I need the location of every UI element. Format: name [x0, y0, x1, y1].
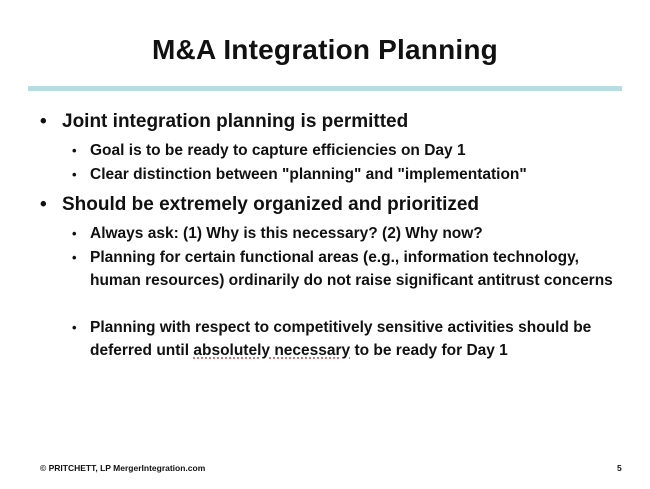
bullet-2-text: Should be extremely organized and prioritized	[62, 194, 480, 215]
page-number: 5	[617, 463, 622, 473]
sub-bullet-2-3-before: Planning with respect to competitively sensitive activities should be deferred until	[90, 319, 592, 359]
sub-bullet-2-3-after: to be ready for Day 1	[350, 342, 508, 359]
title-divider	[28, 86, 622, 91]
slide-title: M&A Integration Planning	[152, 34, 498, 65]
spellcheck-underlined-text: absolutely necessary	[193, 342, 351, 359]
sub-bullet-2-2-text: Planning for certain functional areas (e.g., information technology, human resources) ordinarily do not raise significant antitrust concerns	[90, 249, 613, 289]
sub-bullet-2-3-text	[90, 316, 620, 362]
sub-bullet-icon: •	[72, 226, 77, 241]
bullet-1-text: Joint integration planning is permitted	[62, 111, 409, 132]
footer-copyright: © PRITCHETT, LP MergerIntegration.com	[40, 463, 206, 473]
bullet-icon: •	[40, 194, 47, 215]
sub-bullet-icon: •	[72, 250, 77, 265]
bullet-icon: •	[40, 111, 47, 132]
sub-bullet-2-1-text: Always ask: (1) Why is this necessary? (2) Why now?	[90, 225, 483, 242]
sub-bullet-icon: •	[72, 320, 77, 335]
sub-bullet-icon: •	[72, 167, 77, 182]
sub-bullet-1-1-text: Goal is to be ready to capture efficiencies on Day 1	[90, 142, 466, 159]
sub-bullet-icon: •	[72, 143, 77, 158]
sub-bullet-1-2-text: Clear distinction between "planning" and "implementation"	[90, 166, 527, 183]
